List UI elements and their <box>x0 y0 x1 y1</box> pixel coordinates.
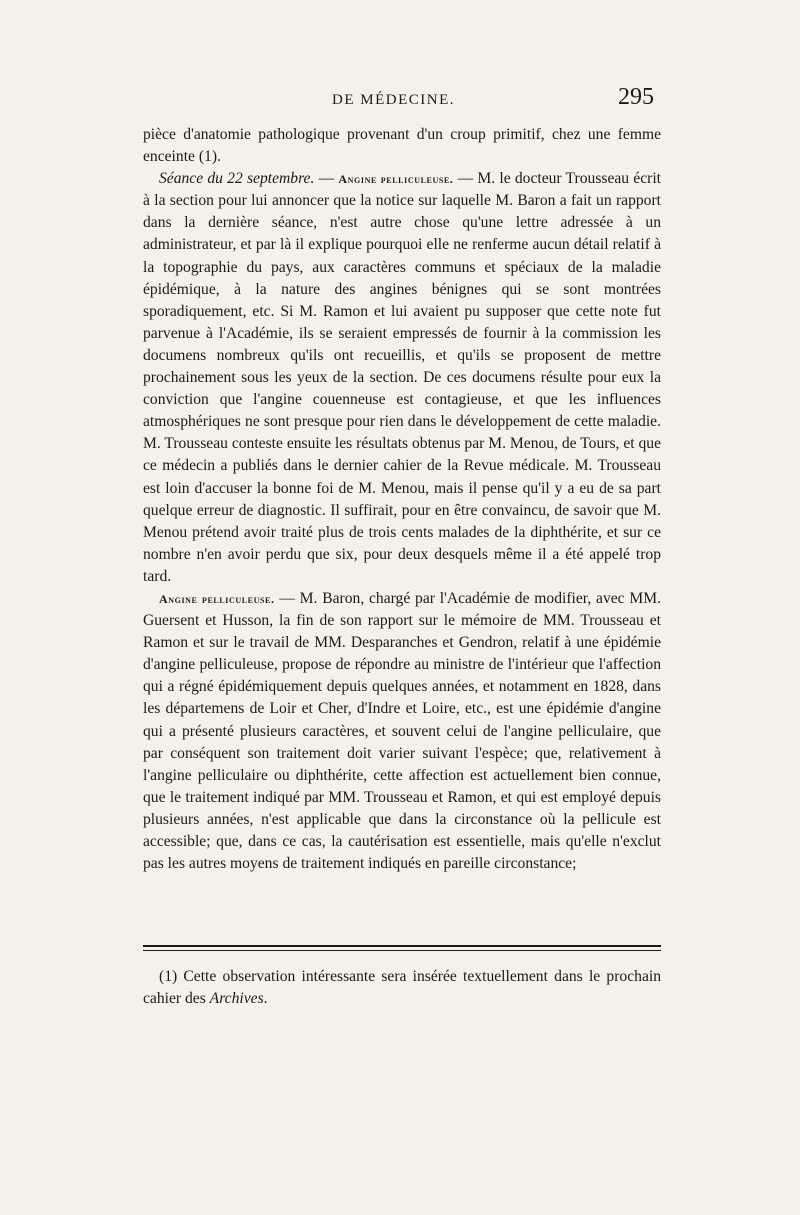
section-heading-angine-pelliculeuse: Angine pelliculeuse. <box>338 172 454 187</box>
footnote <box>143 966 661 1010</box>
page-number: 295 <box>618 84 654 110</box>
page-header <box>140 84 660 114</box>
footnote-journal-title: Archives <box>209 990 264 1007</box>
footnote-rule-thin <box>143 950 661 951</box>
footnote-end: . <box>263 990 268 1007</box>
separator-dash: — <box>314 170 339 188</box>
paragraph-session-22-september <box>143 168 661 588</box>
running-head: DE MÉDECINE. <box>332 92 455 108</box>
paragraph-baron-report <box>143 588 661 875</box>
section-heading-angine-pelliculeuse-2: Angine pelliculeuse. <box>159 591 275 606</box>
session-date: Séance du 22 septembre. <box>159 170 315 188</box>
footnote-text: (1) Cette observation intéressante sera insérée textuellement dans le prochain cahier des <box>143 968 661 1007</box>
main-text <box>143 124 661 875</box>
footnote-rule <box>143 945 661 947</box>
paragraph-continuation: pièce d'anatomie pathologique provenant d'un croup primitif, chez une femme enceinte (1). <box>143 126 661 166</box>
paragraph-text: — M. Baron, chargé par l'Académie de modifier, avec MM. Guersent et Husson, la fin de son rapport sur le mémoire de MM. Trousseau et Ramon et sur le travail de MM. Desparanches et Gendron, relatif à une épidémie d'angine pelliculeuse, propose de répondre au ministre de l'intérieur que l'affection qui a régné épidémiquement depuis quelques années, et notamment en 1828, dans les départemens de Loir et Cher, d'Indre et Loire, etc., est une épidémie d'angine qui a présenté plusieurs caractères, et souvent celui de l'angine pelliculaire, que par conséquent son traitement doit varier suivant l'espèce; que, relativement à l'angine pelliculaire ou diphthérite, cette affection est actuellement bien connue, que le traitement indiqué par MM. Trousseau et Ramon, et qui est employé depuis plusieurs années, n'est applicable que dans la circonstance où la pellicule est accessible; que, dans ce cas, la cautérisation est essentielle, mais qu'elle n'exclut pas les autres moyens de traitement indiqués en pareille circonstance; <box>143 589 661 873</box>
paragraph-text: — M. le docteur Trousseau écrit à la section pour lui annoncer que la notice sur laquelle M. Baron a fait un rapport dans la dernière séance, n'est autre chose qu'une lettre adressée à un administrateur, et par là il explique pourquoi elle ne renferme aucun détail relatif à la topographie du pays, aux caractères communs et spéciaux de la maladie épidémique, à la nature des angines bénignes qui se sont montrées sporadiquement, etc. Si M. Ramon et lui avaient pu supposer que cette note fut parvenue à l'Académie, ils se seraient empressés de fournir à la commission les documens nombreux qu'ils ont recueillis, et qu'ils se proposent de mettre prochainement sous les yeux de la section. De ces documens résulte pour eux la conviction que l'angine couenneuse est contagieuse, et que les influences atmosphériques ne sont presque pour rien dans le développement de cette maladie. M. Trousseau conteste ensuite les résultats obtenus par M. Menou, de Tours, et que ce médecin a publiés dans le dernier cahier de la Revue médicale. M. Trousseau est loin d'accuser la bonne foi de M. Menou, mais il pense qu'il y a eu de sa part quelque erreur de diagnostic. Il suffirait, pour en être convaincu, de savoir que M. Menou prétend avoir traité plus de trois cents malades de la diphthérite, et sur ce nombre n'en avoir perdu que six, pour deux desquels même il a été appelé trop tard. <box>143 170 662 585</box>
